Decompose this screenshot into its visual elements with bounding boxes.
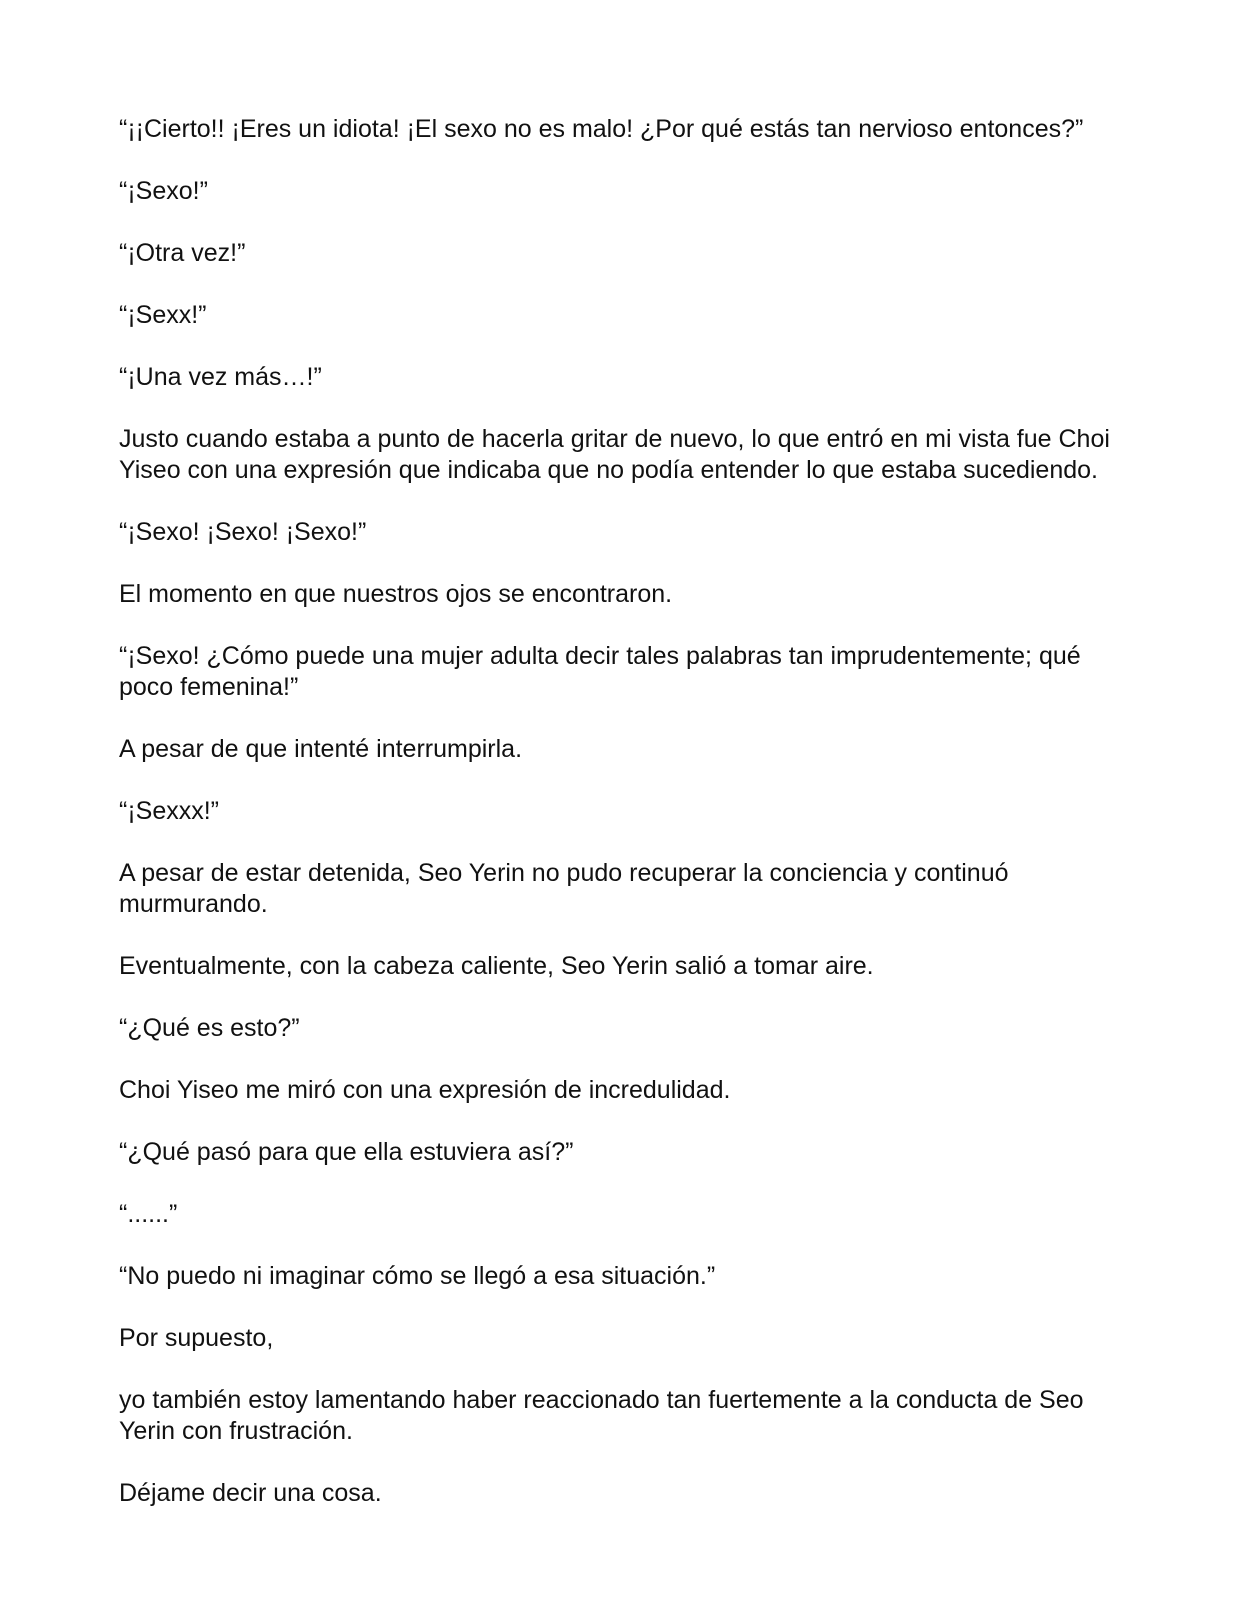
paragraph: “¡Sexo! ¡Sexo! ¡Sexo!” (119, 518, 367, 546)
paragraph: Choi Yiseo me miró con una expresión de incredulidad. (119, 1076, 731, 1104)
paragraph: “¡Sexo!” (119, 177, 208, 205)
paragraph: Déjame decir una cosa. (119, 1479, 382, 1507)
paragraph: “¡Sexxx!” (119, 797, 219, 825)
document-body (119, 114, 1129, 1540)
paragraph: “¡¡Cierto!! ¡Eres un idiota! ¡El sexo no es malo! ¿Por qué estás tan nervioso entonces?” (119, 115, 1084, 143)
paragraph: A pesar de que intenté interrumpirla. (119, 735, 523, 763)
paragraph: “......” (119, 1200, 178, 1228)
paragraph: “¡Sexo! ¿Cómo puede una mujer adulta decir tales palabras tan imprudentemente; qué poco femenina!” (119, 642, 1081, 701)
paragraph: yo también estoy lamentando haber reaccionado tan fuertemente a la conducta de Seo Yerin con frustración. (119, 1386, 1084, 1445)
paragraph: A pesar de estar detenida, Seo Yerin no pudo recuperar la conciencia y continuó murmurando. (119, 859, 1009, 918)
paragraph: “¡Sexx!” (119, 301, 207, 329)
paragraph: Eventualmente, con la cabeza caliente, Seo Yerin salió a tomar aire. (119, 952, 874, 980)
paragraph: Por supuesto, (119, 1324, 274, 1352)
paragraph: Justo cuando estaba a punto de hacerla gritar de nuevo, lo que entró en mi vista fue Choi Yiseo con una expresión que indicaba que no podía entender lo que estaba sucediendo. (119, 425, 1110, 484)
paragraph: “No puedo ni imaginar cómo se llegó a esa situación.” (119, 1262, 716, 1290)
paragraph: “¿Qué pasó para que ella estuviera así?” (119, 1138, 574, 1166)
paragraph: “¿Qué es esto?” (119, 1014, 300, 1042)
paragraph: “¡Otra vez!” (119, 239, 246, 267)
paragraph: “¡Una vez más…!” (119, 363, 322, 391)
paragraph: El momento en que nuestros ojos se encontraron. (119, 580, 673, 608)
